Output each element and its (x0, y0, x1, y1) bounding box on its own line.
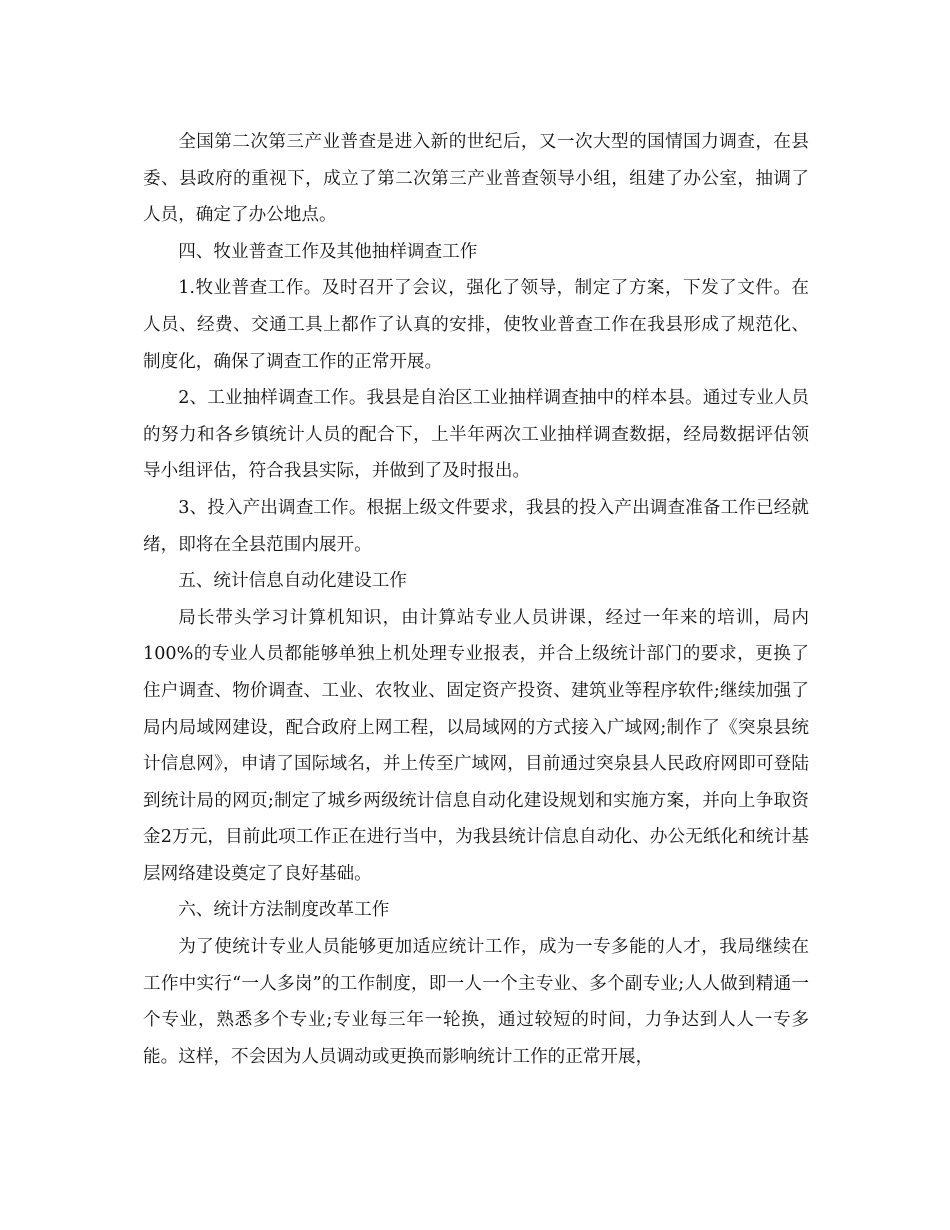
paragraph-input-output-survey: 3、投入产出调查工作。根据上级文件要求，我县的投入产出调查准备工作已经就绪，即将在全县范围内展开。 (143, 497, 809, 555)
paragraph-livestock-census: 1.牧业普查工作。及时召开了会议，强化了领导，制定了方案，下发了文件。在人员、经费、交通工具上都作了认真的安排，使牧业普查工作在我县形成了规范化、制度化，确保了调查工作的正常开展。 (143, 278, 809, 372)
paragraph-informatization: 局长带头学习计算机知识，由计算站专业人员讲课，经过一年来的培训，局内100%的专业人员都能够单独上机处理专业报表，并合上级统计部门的要求，更换了住户调查、物价调查、工业、农牧业、固定资产投资、建筑业等程序软件;继续加强了局内局域网建设，配合政府上网工程，以局域网的方式接入广域网;制作了《突泉县统计信息网》，申请了国际域名，并上传至广域网，目前通过突泉县人民政府网即可登陆到统计局的网页;制定了城乡两级统计信息自动化建设规划和实施方案，并向上争取资金2万元，目前此项工作正在进行当中，为我县统计信息自动化、办公无纸化和统计基层网络建设奠定了良好基础。 (143, 607, 809, 884)
paragraph-third-industry-census: 全国第二次第三产业普查是进入新的世纪后，又一次大型的国情国力调查，在县委、县政府的重视下，成立了第二次第三产业普查领导小组，组建了办公室，抽调了人员，确定了办公地点。 (143, 132, 809, 226)
document-body (143, 124, 809, 1075)
paragraph-method-reform: 为了使统计专业人员能够更加适应统计工作，成为一专多能的人才，我局继续在工作中实行“一人多岗”的工作制度，即一人一个主专业、多个副专业;人人做到精通一个专业，熟悉多个专业;专业每三年一轮换，通过较短的时间，力争达到人人一专多能。这样，不会因为人员调动或更换而影响统计工作的正常开展， (143, 937, 809, 1067)
paragraph-industrial-sampling: 2、工业抽样调查工作。我县是自治区工业抽样调查抽中的样本县。通过专业人员的努力和各乡镇统计人员的配合下，上半年两次工业抽样调查数据，经局数据评估领导小组评估，符合我县实际，并做到了及时报出。 (143, 388, 809, 482)
section-heading-5: 五、统计信息自动化建设工作 (178, 571, 407, 592)
section-heading-6: 六、统计方法制度改革工作 (178, 900, 390, 921)
section-heading-4: 四、牧业普查工作及其他抽样调查工作 (178, 241, 478, 262)
